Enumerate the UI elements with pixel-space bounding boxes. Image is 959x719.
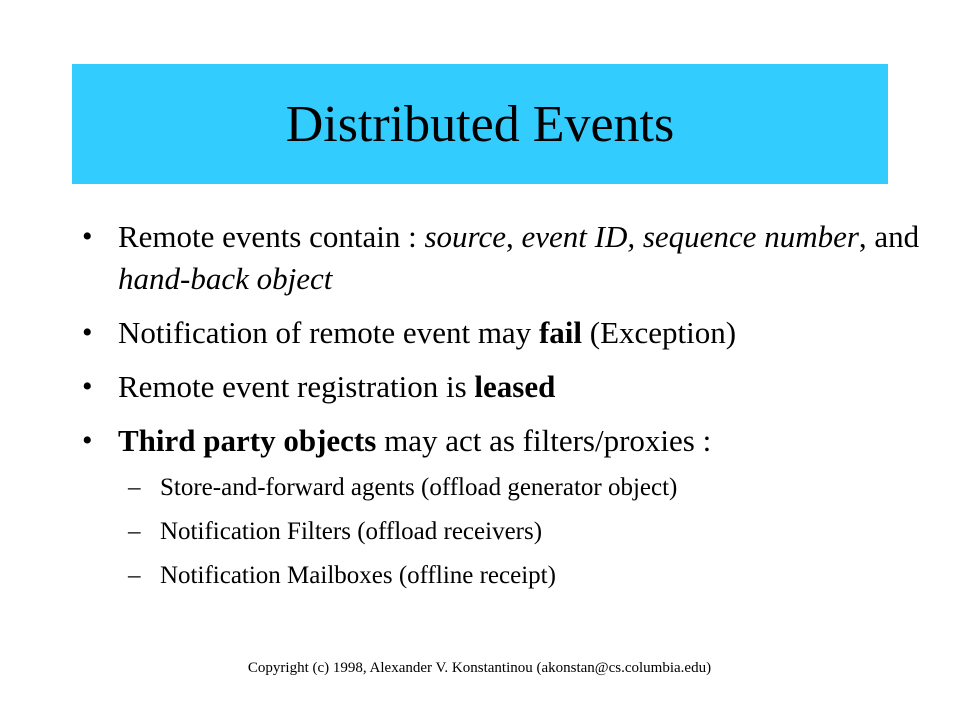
sub-bullet-dash: – [128, 562, 141, 589]
bullet-dot: • [82, 424, 93, 457]
sub-bullet-item [118, 466, 940, 510]
bullet-item [80, 366, 940, 408]
text-segment: may act as filters/proxies : [376, 423, 712, 458]
sub-bullet-text: Notification Mailboxes (offline receipt) [160, 562, 556, 589]
bullet-list [80, 216, 940, 610]
slide-title: Distributed Events [285, 95, 675, 153]
text-segment: event ID, [521, 219, 636, 254]
text-segment: Remote event registration is [118, 369, 475, 404]
text-segment: Remote events contain : [118, 219, 425, 254]
title-banner [72, 64, 888, 184]
text-segment: fail [538, 315, 582, 350]
text-segment: Notification of remote event may [118, 315, 539, 350]
text-segment: , and [858, 219, 920, 254]
sub-bullet-dash: – [128, 518, 141, 545]
sub-bullet-text: Store-and-forward agents (offload generator object) [160, 474, 678, 501]
text-segment: hand-back object [118, 261, 333, 296]
sub-bullet-dash: – [128, 474, 141, 501]
text-segment: (Exception) [582, 315, 737, 350]
text-segment: Third party objects [118, 423, 377, 458]
bullet-text [118, 219, 919, 296]
copyright-footer: Copyright (c) 1998, Alexander V. Konstantinou (akonstan@cs.columbia.edu) [247, 660, 712, 676]
bullet-text [118, 369, 555, 404]
sub-bullet-list [118, 466, 940, 598]
text-segment: source [424, 219, 506, 254]
bullet-dot: • [82, 370, 93, 403]
bullet-item [80, 216, 940, 300]
sub-bullet-item [118, 554, 940, 598]
sub-bullet-item [118, 510, 940, 554]
bullet-dot: • [82, 220, 93, 253]
bullet-dot: • [82, 316, 93, 349]
text-segment [635, 219, 643, 254]
text-segment: sequence number [642, 219, 859, 254]
sub-bullet-text: Notification Filters (offload receivers) [160, 518, 543, 545]
bullet-text [118, 315, 736, 350]
text-segment: , [505, 219, 522, 254]
text-segment: leased [474, 369, 556, 404]
bullet-item [80, 420, 940, 598]
bullet-text [118, 423, 711, 458]
bullet-item [80, 312, 940, 354]
